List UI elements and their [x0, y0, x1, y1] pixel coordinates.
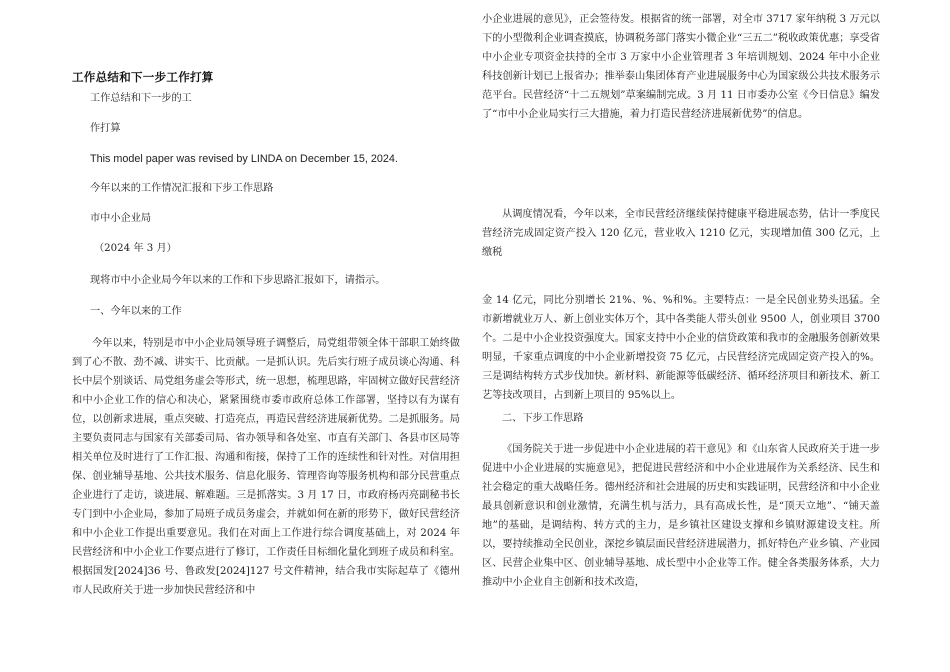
section-2-heading: 二、下步工作思路 — [502, 413, 584, 424]
subtitle-line-2: 作打算 — [90, 123, 121, 134]
document-title: 工作总结和下一步工作打算 — [72, 70, 214, 84]
right-paragraph-2: 从调度情况看，今年以来，全市民营经济继续保持健康平稳进展态势，估计一季度民营经济完成固定资产投入 120 亿元，营业收入 1210 亿元，实现增加值 300 亿元，上缴税 — [482, 209, 880, 258]
right-paragraph-3: 金 14 亿元，同比分别增长 21%、%、%和%。主要特点：一是全民创业势头迅猛。全市新增就业万人、新上创业实体万个，其中各类能人带头创业 9500 人，创业项目 3700 个。二是中小企业投资强度大。国家支持中小企业的信贷政策和我市的金融服务创新效果明显，千家重点调度的中小企业新增投资 75 亿元，占民营经济完成固定资产投入的%。三是调结构转方式步伐加快。新材料、新能源等低碳经济、循环经济项目和新技术、新工艺等技改项目，占到新上项目的 95%以上。 — [482, 295, 880, 401]
section-2-body: 《国务院关于进一步促进中小企业进展的若干意见》和《山东省人民政府关于进一步促进中小企业进展的实施意见》，把促进民营经济和中小企业进展作为关系经济、民生和社会稳定的重大战略任务。德州经济和社会进展的历史和实践证明，民营经济和中小企业最具创新意识和创业激情，充满生机与活力，具有高成长性，是“顶天立地”、“铺天盖地”的基础，是调结构、转方式的主力，是乡镇社区建设支撑和乡镇财源建设支柱。所以，要持续推动全民创业，深挖乡镇层面民营经济进展潜力，抓好特色产业乡镇、产业园区、民营企业集中区、创业辅导基地、成长型中小企业等工作。健全各类服务体系，大力推动中小企业自主创新和技术改造， — [482, 444, 880, 588]
section-1-body: 今年以来，特别是市中小企业局领导班子调整后，局党组带领全体干部职工始终做到了心不散、劲不减、讲实干、比贡献。一是抓认识。先后实行班子成员谈心沟通、科长中层个别谈话、局党组务虚会等形式，统一思想，梳理思路，牢固树立做好民营经济和中小企业工作的信心和决心，紧紧围绕市委市政府总体工作部署，坚持以有为谋有位，以创新求进展，重点突破、打造亮点，再造民营经济进展新优势。二是抓服务。局主要负责同志与国家有关部委司局、省办领导和各处室、市直有关部门、各县市区局等相关单位及时进行了工作汇报、沟通和衔接，保持了工作的连续性和针对性。对信用担保、创业辅导基地、公共技术服务、信息化服务、管理咨询等服务机构和部分民营重点企业进行了走访，谈进展、解难题。三是抓落实。3 月 17 日，市政府杨丙亮副秘书长专门到中小企业局，参加了局班子成员务虚会，并就如何在新的形势下，做好民营经济和中小企业工作提出重要意见。我们在对面上工作进行综合调度基础上，对 2024 年民营经济和中小企业工作要点进行了修订，工作责任目标细化量化到班子成员和科室。根据国发[2024]36 号、鲁政发[2024]127 号文件精神，结合我市实际起草了《德州市人民政府关于进一步加快民营经济和中 — [72, 338, 460, 596]
organization-name: 市中小企业局 — [90, 213, 152, 224]
report-date: （2024 年 3 月） — [94, 243, 177, 254]
subtitle-line-1: 工作总结和下一步的工 — [90, 93, 192, 104]
right-paragraph-1: 小企业进展的意见》，正会签待发。根据省的统一部署，对全市 3717 家年纳税 3 万元以下的小型微利企业调查摸底，协调税务部门落实小微企业“三五二”税收政策优惠；享受省中小企业专项资金扶持的全市 3 万家中小企业管理者 3 年培训规划、2024 年中小企业科技创新计划已上报省办；推举泰山集团体育产业进展服务中心为国家级公共技术服务示范平台。民营经济“十二五规划”草案编制完成。3 月 11 日市委办公室《今日信息》编发了“市中小企业局实行三大措施，着力打造民营经济进展新优势”的信息。 — [482, 14, 880, 120]
section-1-heading: 一、今年以来的工作 — [90, 306, 182, 317]
revision-note: This model paper was revised by LINDA on December 15, 2024. — [90, 153, 398, 165]
report-title: 今年以来的工作情况汇报和下步工作思路 — [90, 183, 274, 194]
intro-paragraph: 现将市中小企业局今年以来的工作和下步思路汇报如下，请指示。 — [90, 275, 386, 286]
